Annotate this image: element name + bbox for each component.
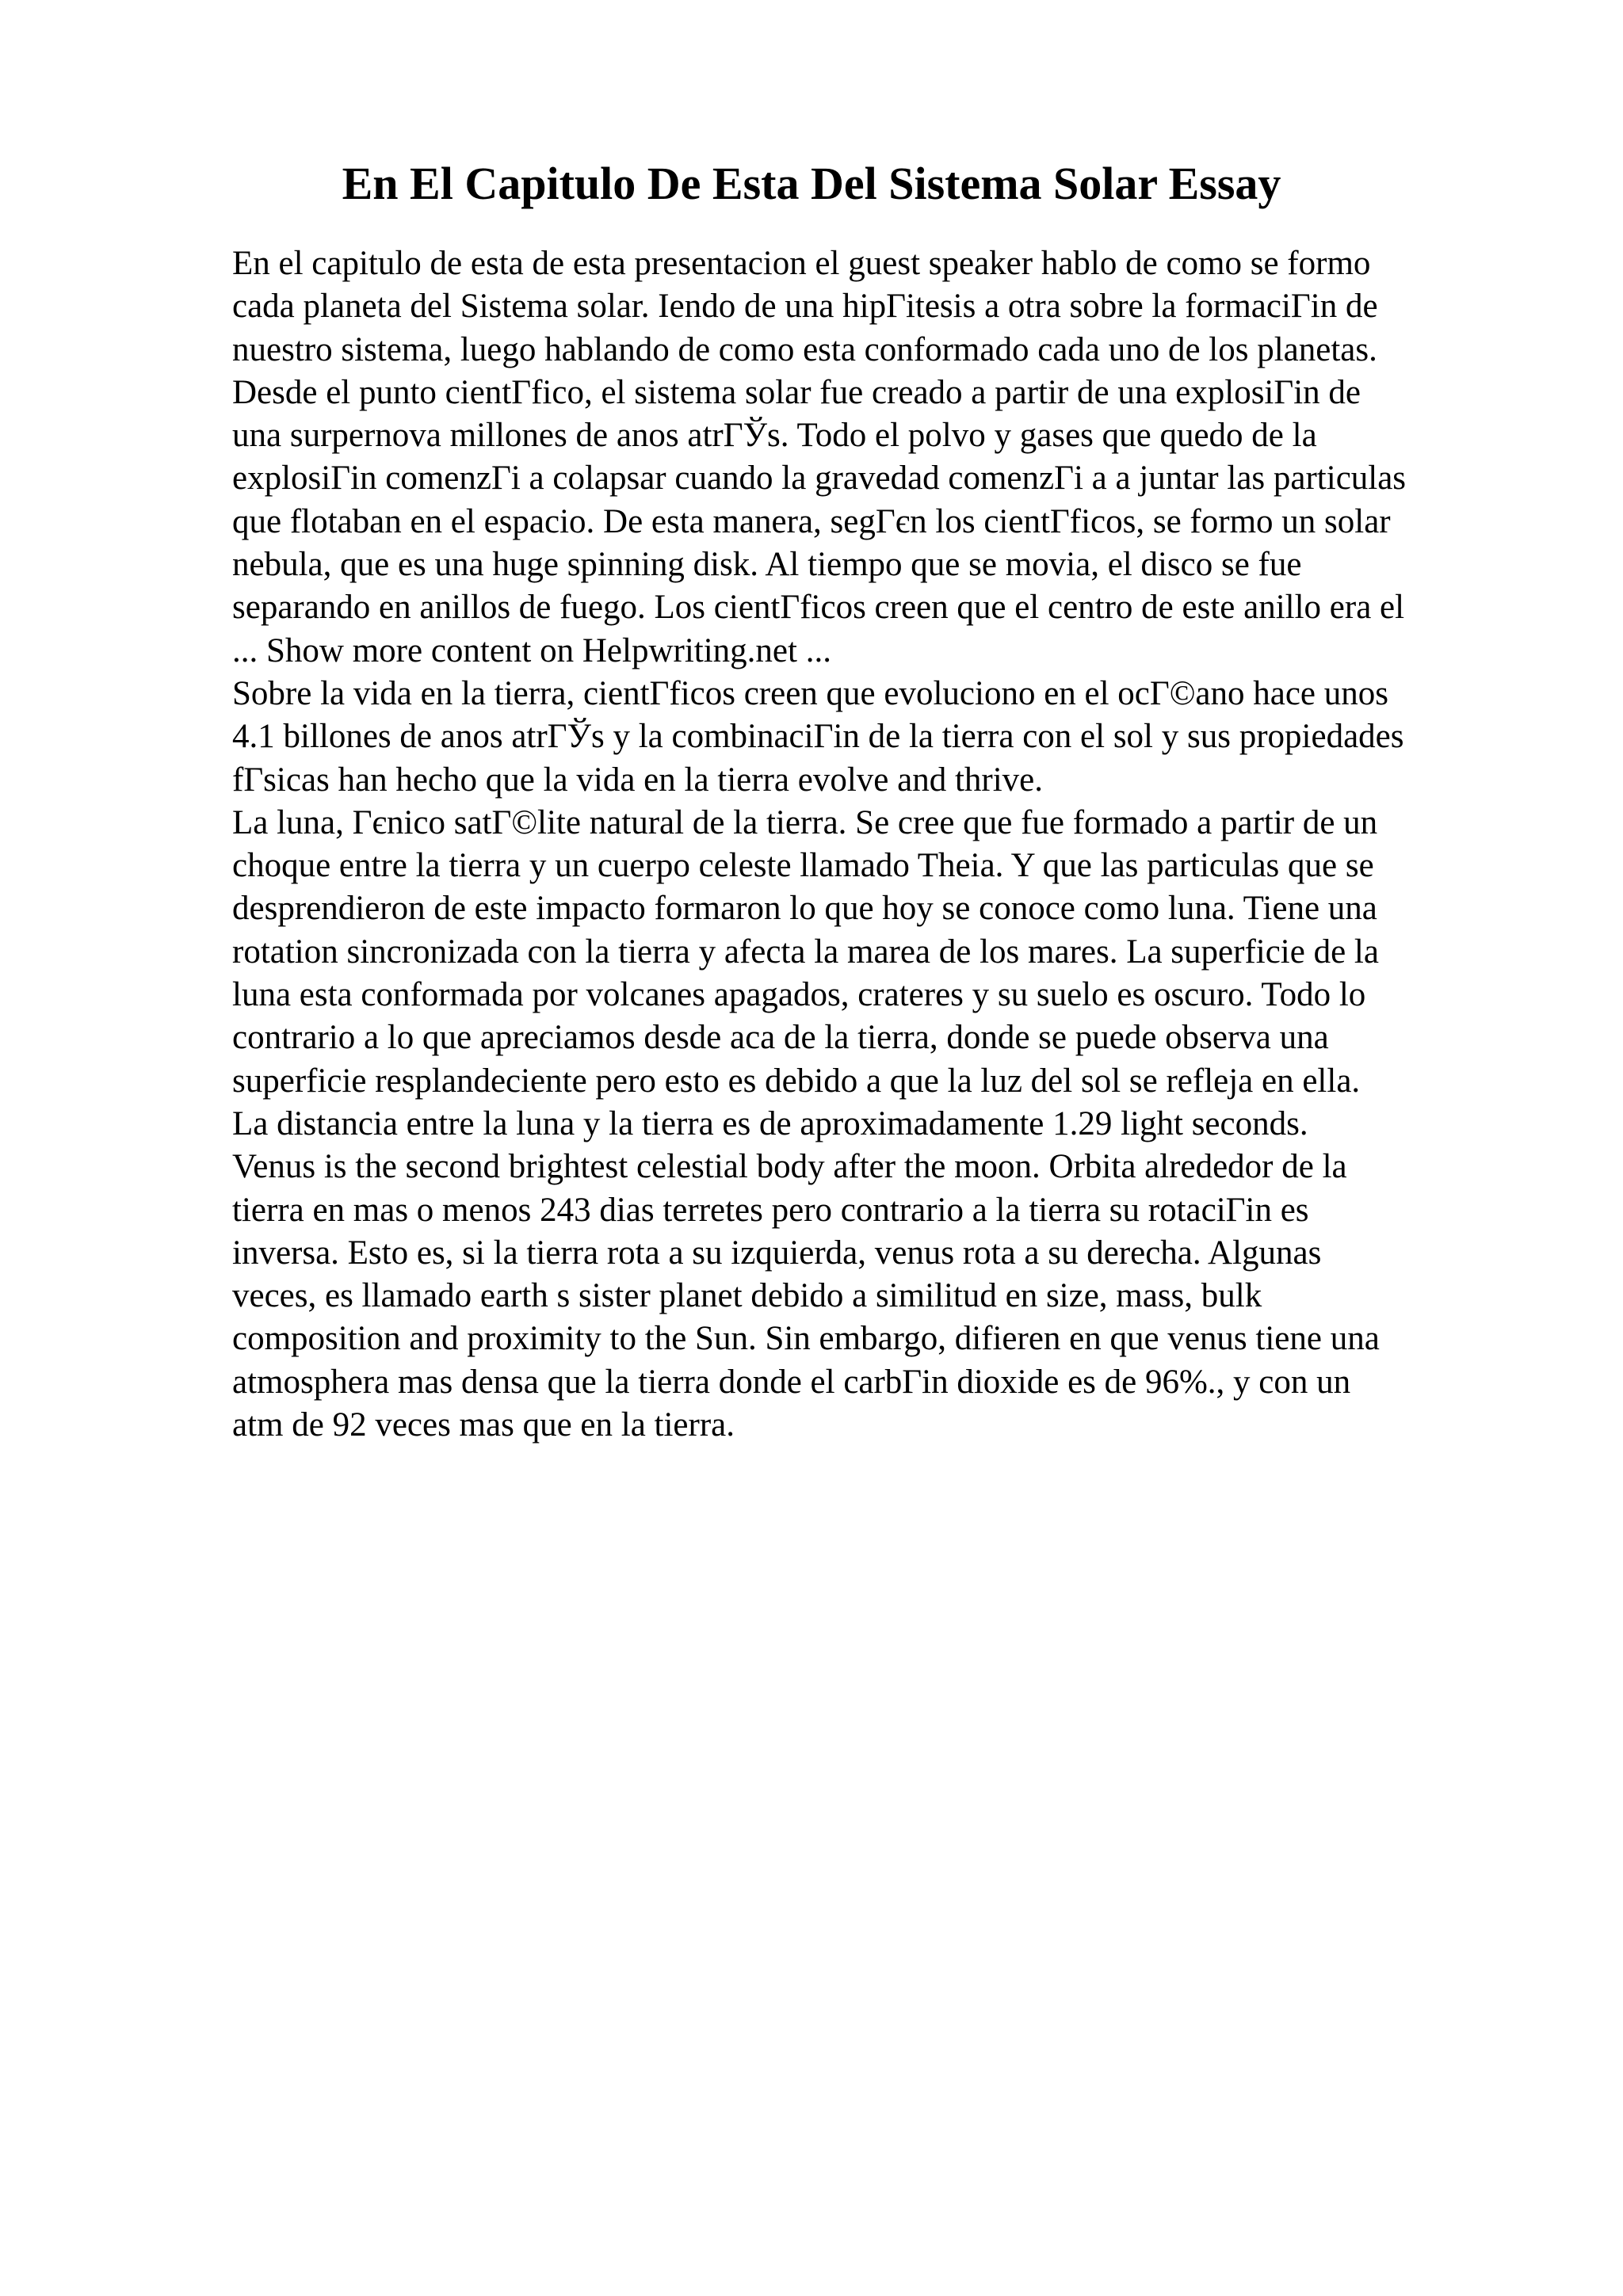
text-line: separando en anillos de fuego. Los cientΓficos creen que el centro de este anillo era el	[232, 589, 1405, 627]
text-line: 4.1 billones de anos atrΓЎs y la combinaciΓin de la tierra con el sol y sus propiedades	[232, 718, 1404, 756]
text-line: Venus is the second brightest celestial body after the moon. Orbita alrededor de la	[232, 1148, 1347, 1186]
document-body	[232, 242, 1532, 1447]
text-line: Sobre la vida en la tierra, cientΓficos creen que evoluciono en el ocΓ©ano hace unos	[232, 674, 1388, 712]
show-more-link[interactable]: ... Show more content on Helpwriting.net ...	[232, 631, 831, 669]
text-line: atmosphera mas densa que la tierra donde el carbΓin dioxide es de 96%., y con un	[232, 1363, 1351, 1401]
text-line: luna esta conformada por volcanes apagados, crateres y su suelo es oscuro. Todo lo	[232, 976, 1366, 1014]
text-line: La distancia entre la luna y la tierra es de aproximadamente 1.29 light seconds.	[232, 1104, 1308, 1142]
text-line: superficie resplandeciente pero esto es debido a que la luz del sol se refleja en ella.	[232, 1062, 1361, 1100]
text-line: nuestro sistema, luego hablando de como esta conformado cada uno de los planetas.	[232, 330, 1377, 368]
text-line: La luna, Γєnico satΓ©lite natural de la tierra. Se cree que fue formado a partir de un	[232, 803, 1378, 841]
text-line: rotation sincronizada con la tierra y afecta la marea de los mares. La superficie de la	[232, 933, 1379, 971]
text-line: atm de 92 veces mas que en la tierra.	[232, 1406, 735, 1444]
text-line: que flotaban en el espacio. De esta manera, segΓєn los cientΓficos, se formo un solar	[232, 502, 1391, 540]
text-line: inversa. Esto es, si la tierra rota a su izquierda, venus rota a su derecha. Algunas	[232, 1234, 1322, 1272]
document-title: En El Capitulo De Esta Del Sistema Solar Essay	[342, 158, 1281, 209]
text-line: nebula, que es una huge spinning disk. Al tiempo que se movia, el disco se fue	[232, 546, 1302, 584]
text-line: explosiΓin comenzΓi a colapsar cuando la gravedad comenzΓi a a juntar las particulas	[232, 460, 1407, 498]
text-line: veces, es llamado earth s sister planet debido a similitud en size, mass, bulk	[232, 1277, 1262, 1315]
text-line: contrario a lo que apreciamos desde aca de la tierra, donde se puede observa una	[232, 1019, 1329, 1057]
text-line: desprendieron de este impacto formaron lo que hoy se conoce como luna. Tiene una	[232, 890, 1377, 928]
text-line: cada planeta del Sistema solar. Iendo de una hipΓitesis a otra sobre la formaciΓin de	[232, 288, 1378, 326]
text-line: choque entre la tierra y un cuerpo celeste llamado Theia. Y que las particulas que se	[232, 847, 1374, 885]
text-line: tierra en mas o menos 243 dias terretes pero contrario a la tierra su rotaciΓin es	[232, 1191, 1309, 1229]
text-line: En el capitulo de esta de esta presentacion el guest speaker hablo de como se formo	[232, 245, 1371, 282]
text-line: fΓsicas han hecho que la vida en la tierra evolve and thrive.	[232, 761, 1043, 799]
text-line: composition and proximity to the Sun. Sin embargo, difieren en que venus tiene una	[232, 1320, 1380, 1358]
text-line: Desde el punto cientΓfico, el sistema solar fue creado a partir de una explosiΓin de	[232, 373, 1361, 411]
text-line: una surpernova millones de anos atrΓЎs. Todo el polvo y gases que quedo de la	[232, 417, 1317, 455]
